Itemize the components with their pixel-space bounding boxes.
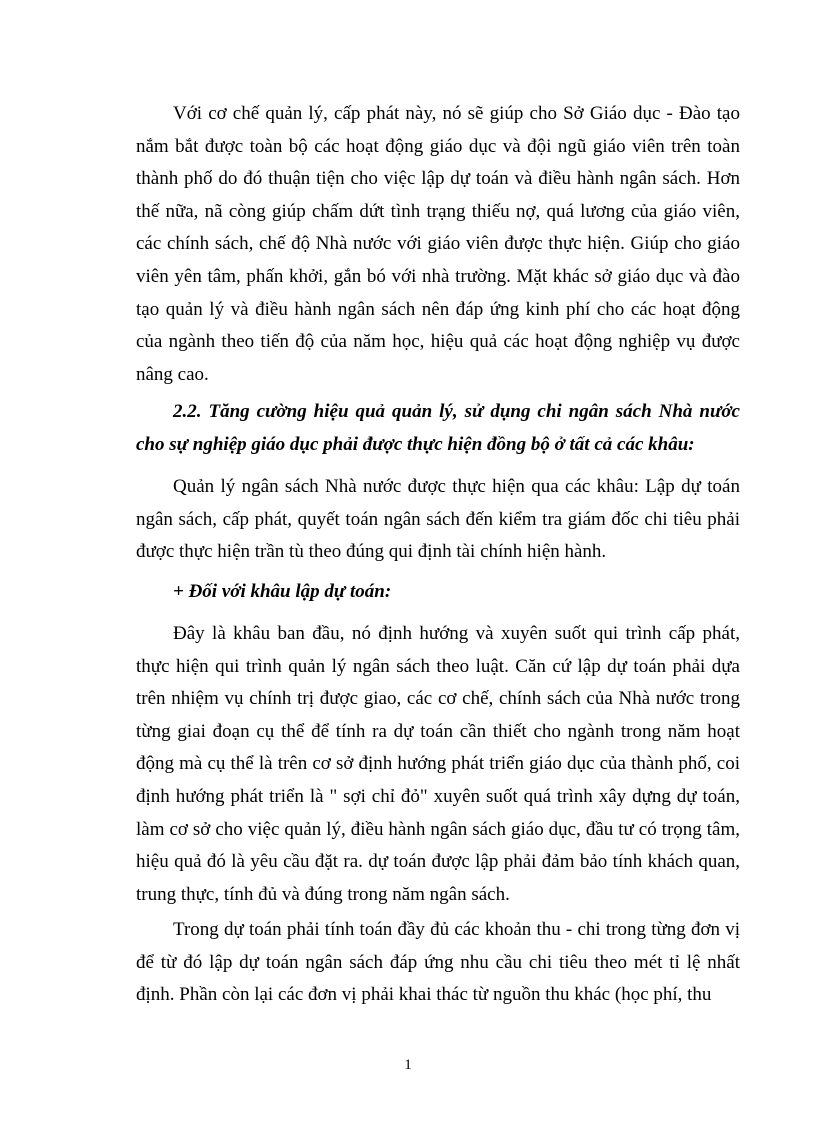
body-text [136, 98, 740, 391]
section-heading-block [136, 396, 740, 461]
page-number: 1 [404, 1057, 412, 1073]
body-text-4 [136, 914, 740, 1012]
paragraph-estimate-stage: Đây là khâu ban đầu, nó định hướng và xuyên suốt qui trình cấp phát, thực hiện qui trình quản lý ngân sách theo luật. Căn cứ lập dự toán phải dựa trên nhiệm vụ chính trị được giao, các cơ chế, chính sách của Nhà nước trong từng giai đoạn cụ thể để tính ra dự toán cần thiết cho ngành trong năm hoạt động mà cụ thể là trên cơ sở định hướng phát triển giáo dục của thành phố, coi định hướng phát triển là " sợi chỉ đỏ" xuyên suốt quá trình xây dựng dự toán, làm cơ sở cho việc quản lý, điều hành ngân sách giáo dục, đầu tư có trọng tâm, hiệu quả đó là yêu cầu đặt ra. dự toán được lập phải đảm bảo tính khách quan, trung thực, tính đủ và đúng trong năm ngân sách. [136, 623, 740, 905]
section-heading-2-2: 2.2. Tăng cường hiệu quả quản lý, sử dụng chi ngân sách Nhà nước cho sự nghiệp giáo dục phải được thực hiện đồng bộ ở tất cả các khâu: [136, 401, 740, 455]
body-text-2 [136, 471, 740, 569]
subheading-estimate-stage: + Đối với khâu lập dự toán: [173, 581, 392, 602]
paragraph-revenue-expenditure: Trong dự toán phải tính toán đầy đủ các khoản thu - chi trong từng đơn vị để từ đó lập dự toán ngân sách đáp ứng nhu cầu chi tiêu theo mét tỉ lệ nhất định. Phần còn lại các đơn vị phải khai thác từ nguồn thu khác (học phí, thu [136, 919, 740, 1006]
subheading-block [136, 576, 740, 609]
body-text-3 [136, 618, 740, 911]
paragraph-management-mechanism: Với cơ chế quản lý, cấp phát này, nó sẽ giúp cho Sở Giáo dục - Đào tạo nắm bắt được toàn bộ các hoạt động giáo dục và đội ngũ giáo viên trên toàn thành phố do đó thuận tiện cho việc lập dự toán và điều hành ngân sách. Hơn thế nữa, nã còng giúp chấm dứt tình trạng thiếu nợ, quá lương của giáo viên, các chính sách, chế độ Nhà nước với giáo viên được thực hiện. Giúp cho giáo viên yên tâm, phấn khởi, gắn bó với nhà trường. Mặt khác sở giáo dục và đào tạo quản lý và điều hành ngân sách nên đáp ứng kinh phí cho các hoạt động của ngành theo tiến độ của năm học, hiệu quả các hoạt động nghiệp vụ được nâng cao. [136, 103, 740, 385]
paragraph-budget-stages: Quản lý ngân sách Nhà nước được thực hiện qua các khâu: Lập dự toán ngân sách, cấp phát, quyết toán ngân sách đến kiểm tra giám đốc chi tiêu phải được thực hiện trần tù theo đúng qui định tài chính hiện hành. [136, 476, 740, 563]
